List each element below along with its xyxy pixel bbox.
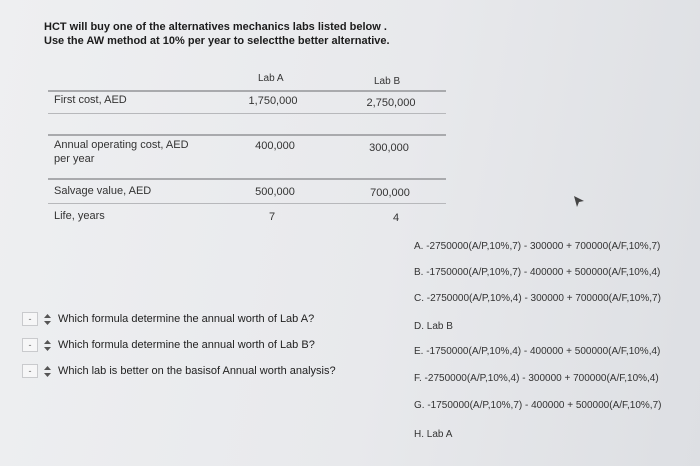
answer-select-lab-b[interactable] bbox=[22, 338, 52, 352]
problem-line-2: Use the AW method at 10% per year to selectthe better alternative. bbox=[44, 35, 390, 47]
answer-option: H. Lab A bbox=[414, 429, 453, 440]
answer-select-better-lab[interactable] bbox=[22, 364, 52, 378]
table-rule bbox=[48, 203, 446, 204]
question-text: Which formula determine the annual worth of Lab A? bbox=[58, 313, 315, 325]
row-label-line: per year bbox=[54, 153, 95, 165]
mouse-pointer-icon bbox=[573, 195, 585, 214]
answer-option: F. -2750000(A/P,10%,4) - 300000 + 700000(A/F,10%,4) bbox=[414, 373, 659, 384]
row-label-salvage-value: Salvage value, AED bbox=[54, 185, 152, 197]
cell-lab-a-life: 7 bbox=[268, 211, 276, 223]
answer-option: D. Lab B bbox=[414, 321, 453, 332]
selected-value: - bbox=[22, 338, 38, 352]
question-lab-b-formula bbox=[22, 336, 315, 354]
table-rule bbox=[48, 90, 446, 92]
answer-option: G. -1750000(A/P,10%,7) - 400000 + 500000(A/F,10%,7) bbox=[414, 400, 662, 411]
row-label-line: Annual operating cost, AED bbox=[54, 139, 189, 151]
cell-lab-a-salvage: 500,000 bbox=[255, 186, 295, 198]
select-arrows-icon bbox=[42, 338, 52, 352]
question-text: Which formula determine the annual worth of Lab B? bbox=[58, 339, 315, 351]
cell-lab-b-first-cost: 2,750,000 bbox=[366, 97, 416, 109]
cell-lab-b-annual-cost: 300,000 bbox=[369, 142, 409, 154]
selected-value: - bbox=[22, 312, 38, 326]
cell-lab-b-life: 4 bbox=[392, 212, 400, 224]
selected-value: - bbox=[22, 364, 38, 378]
table-rule bbox=[48, 134, 446, 136]
question-better-lab bbox=[22, 362, 336, 380]
row-label-first-cost: First cost, AED bbox=[54, 94, 127, 106]
answer-option: B. -1750000(A/P,10%,7) - 400000 + 500000(A/F,10%,4) bbox=[414, 267, 661, 278]
column-header-lab-a: Lab A bbox=[258, 73, 284, 84]
problem-statement bbox=[44, 20, 390, 48]
answer-option: E. -1750000(A/P,10%,4) - 400000 + 500000(A/F,10%,4) bbox=[414, 346, 661, 357]
row-label-annual-operating-cost bbox=[54, 138, 189, 166]
problem-line-1: HCT will buy one of the alternatives mechanics labs listed below . bbox=[44, 21, 387, 33]
question-text: Which lab is better on the basisof Annual worth analysis? bbox=[58, 365, 336, 377]
select-arrows-icon bbox=[42, 364, 52, 378]
table-rule bbox=[48, 113, 446, 114]
select-arrows-icon bbox=[42, 312, 52, 326]
answer-select-lab-a[interactable] bbox=[22, 312, 52, 326]
question-lab-a-formula bbox=[22, 310, 314, 328]
cell-lab-a-annual-cost: 400,000 bbox=[255, 140, 295, 152]
row-label-life: Life, years bbox=[54, 210, 105, 222]
table-rule bbox=[48, 178, 446, 180]
column-header-lab-b: Lab B bbox=[374, 76, 401, 87]
answer-option: A. -2750000(A/P,10%,7) - 300000 + 700000(A/F,10%,7) bbox=[414, 241, 661, 252]
cell-lab-b-salvage: 700,000 bbox=[370, 187, 410, 199]
answer-option: C. -2750000(A/P,10%,4) - 300000 + 700000(A/F,10%,7) bbox=[414, 293, 661, 304]
cell-lab-a-first-cost: 1,750,000 bbox=[248, 95, 298, 107]
